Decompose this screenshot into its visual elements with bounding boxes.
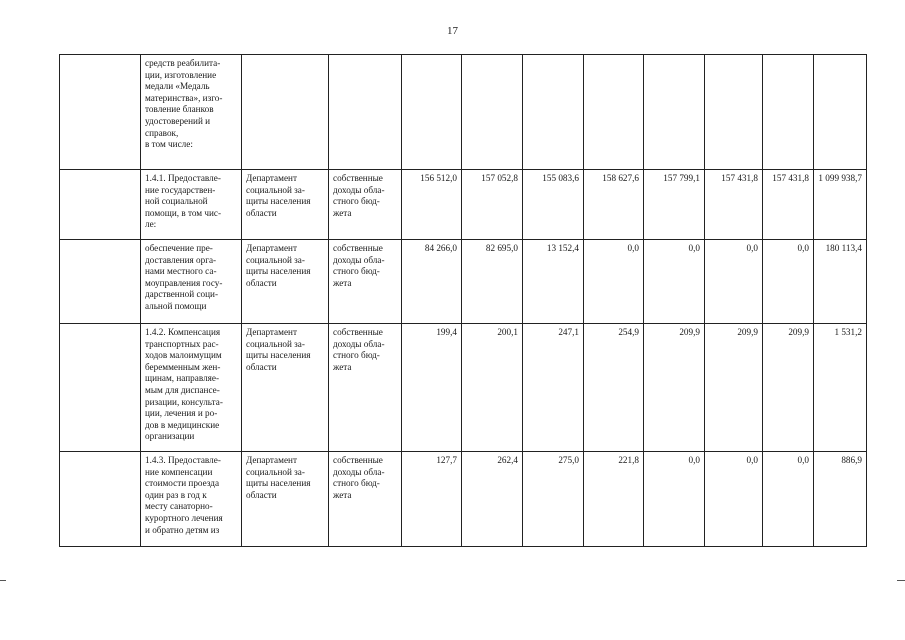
value-cell: 155 083,6 <box>523 170 584 240</box>
table-row <box>60 240 867 324</box>
total-cell: 886,9 <box>814 452 867 547</box>
value-cell <box>462 55 523 170</box>
value-cell <box>523 55 584 170</box>
value-cell: 156 512,0 <box>402 170 462 240</box>
table-row <box>60 55 867 170</box>
number-cell <box>60 452 141 547</box>
funding-source-cell: собственные доходы обла- стного бюд- жета <box>329 452 402 547</box>
value-cell <box>584 55 644 170</box>
table-row <box>60 324 867 452</box>
value-cell <box>644 55 705 170</box>
value-cell: 157 431,8 <box>763 170 814 240</box>
right-edge-mark <box>897 580 905 581</box>
value-cell <box>705 55 763 170</box>
executor-cell: Департамент социальной за- щиты населения области <box>242 240 329 324</box>
executor-cell: Департамент социальной за- щиты населения области <box>242 324 329 452</box>
activity-name-cell: 1.4.1. Предоставле- ние государствен- ной социальной помощи, в том чис- ле: <box>141 170 242 240</box>
value-cell: 0,0 <box>705 240 763 324</box>
value-cell: 254,9 <box>584 324 644 452</box>
activity-name-cell: 1.4.3. Предоставле- ние компенсации стоимости проезда один раз в год к месту санаторно- курортного лечения и обратно детям из <box>141 452 242 547</box>
table-row <box>60 170 867 240</box>
total-cell: 180 113,4 <box>814 240 867 324</box>
funding-source-cell: собственные доходы обла- стного бюд- жета <box>329 324 402 452</box>
value-cell: 209,9 <box>763 324 814 452</box>
funding-source-cell <box>329 55 402 170</box>
activity-name-cell: 1.4.2. Компенсация транспортных рас- ходов малоимущим беремменным жен- щинам, направляе- мым для диспансе- ризации, консульта- ции, лечения и ро- дов в медицинские организации <box>141 324 242 452</box>
value-cell: 13 152,4 <box>523 240 584 324</box>
value-cell: 0,0 <box>705 452 763 547</box>
executor-cell: Департамент социальной за- щиты населения области <box>242 452 329 547</box>
number-cell <box>60 170 141 240</box>
executor-cell: Департамент социальной за- щиты населения области <box>242 170 329 240</box>
value-cell: 262,4 <box>462 452 523 547</box>
value-cell: 199,4 <box>402 324 462 452</box>
value-cell: 158 627,6 <box>584 170 644 240</box>
total-cell <box>814 55 867 170</box>
activity-name-cell: обеспечение пре- доставления орга- нами местного са- моуправления госу- дарственной соци- альной помощи <box>141 240 242 324</box>
value-cell: 0,0 <box>763 452 814 547</box>
funding-source-cell: собственные доходы обла- стного бюд- жета <box>329 170 402 240</box>
value-cell: 127,7 <box>402 452 462 547</box>
page-number: 17 <box>447 25 458 37</box>
value-cell <box>402 55 462 170</box>
funding-source-cell: собственные доходы обла- стного бюд- жета <box>329 240 402 324</box>
value-cell: 82 695,0 <box>462 240 523 324</box>
value-cell: 157 799,1 <box>644 170 705 240</box>
value-cell: 221,8 <box>584 452 644 547</box>
value-cell: 157 052,8 <box>462 170 523 240</box>
table-row <box>60 452 867 547</box>
value-cell: 0,0 <box>644 240 705 324</box>
value-cell: 247,1 <box>523 324 584 452</box>
executor-cell <box>242 55 329 170</box>
value-cell: 275,0 <box>523 452 584 547</box>
number-cell <box>60 55 141 170</box>
value-cell: 0,0 <box>584 240 644 324</box>
value-cell: 0,0 <box>763 240 814 324</box>
activity-name-cell: средств реабилита- ции, изготовление медали «Медаль материнства», изго- товление бланков удостоверений и справок, в том числе: <box>141 55 242 170</box>
value-cell: 200,1 <box>462 324 523 452</box>
total-cell: 1 099 938,7 <box>814 170 867 240</box>
total-cell: 1 531,2 <box>814 324 867 452</box>
number-cell <box>60 324 141 452</box>
value-cell: 157 431,8 <box>705 170 763 240</box>
value-cell: 209,9 <box>705 324 763 452</box>
left-edge-mark <box>0 580 6 581</box>
value-cell: 0,0 <box>644 452 705 547</box>
value-cell: 209,9 <box>644 324 705 452</box>
number-cell <box>60 240 141 324</box>
value-cell <box>763 55 814 170</box>
value-cell: 84 266,0 <box>402 240 462 324</box>
budget-table <box>59 54 867 547</box>
